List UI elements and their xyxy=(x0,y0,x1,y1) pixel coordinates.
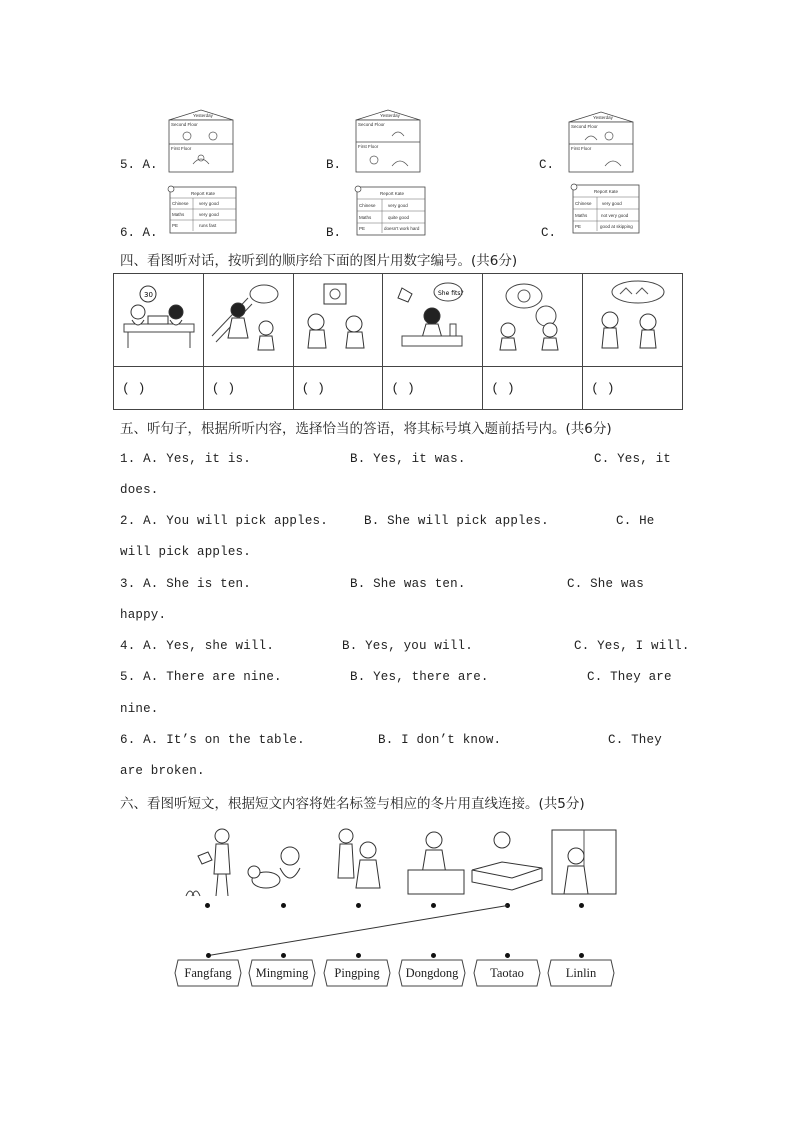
name-dot-2[interactable] xyxy=(281,953,286,958)
card-b-row1-subject: Chinese xyxy=(359,203,376,208)
name-tag-taotao[interactable] xyxy=(473,959,541,987)
card-c-row2-subject: Maths xyxy=(575,213,588,218)
s5-item2-a: 2. A. You will pick apples. xyxy=(120,514,328,528)
house-c-bottom-label: First Floor xyxy=(571,146,592,151)
house-a-mid-label: Second Floor xyxy=(171,122,198,127)
name-dot-4[interactable] xyxy=(431,953,436,958)
name-label-dongdong: Dongdong xyxy=(405,966,459,980)
name-dot-3[interactable] xyxy=(356,953,361,958)
q6-number: 6. A. xyxy=(120,226,158,240)
house-a-top-label: Yesterday xyxy=(193,113,213,118)
section5-title: 五、听句子，根据所听内容，选择恰当的答语，将其标号填入题前括号内。(共6分) xyxy=(120,421,612,437)
house-c-mid-label: Second Floor xyxy=(571,124,598,129)
house-b-mid-label: Second Floor xyxy=(358,122,385,127)
q6-option-c-label: C. xyxy=(541,226,557,240)
s5-item3-a: 3. A. She is ten. xyxy=(120,577,251,591)
name-label-mingming: Mingming xyxy=(255,966,309,980)
s5-item4-c: C. Yes, I will. xyxy=(574,639,690,653)
card-a-row3-grade: runs fast xyxy=(199,223,217,228)
card-b-row3-subject: PE xyxy=(359,226,366,231)
q5-option-b-label: B. xyxy=(326,158,342,172)
section4-title: 四、看图听对话，按听到的顺序给下面的图片用数字编号。(共6分) xyxy=(120,253,518,269)
house-c-top-label: Yesterday xyxy=(593,115,613,120)
s5-item2-c: C. He xyxy=(616,514,655,528)
name-tag-mingming[interactable] xyxy=(248,959,316,987)
name-tag-fangfang[interactable] xyxy=(174,959,242,987)
name-tag-pingping[interactable] xyxy=(323,959,391,987)
house-a-bottom-label: First Floor xyxy=(171,146,192,151)
section6-title: 六、看图听短文，根据短文内容将姓名标签与相应的冬片用直线连接。(共5分) xyxy=(120,796,585,812)
card-b-row2-grade: quite good xyxy=(388,215,410,220)
card-c-title: Report Kate xyxy=(594,189,619,194)
section4-answer-6[interactable]: ( ) xyxy=(583,367,683,410)
card-c-row3-grade: good at skipping xyxy=(600,224,633,229)
card-c-row2-grade: not very good xyxy=(601,213,629,218)
s5-item1-c: C. Yes, it xyxy=(594,452,672,466)
name-label-taotao: Taotao xyxy=(490,966,524,980)
card-a-row2-grade: very good xyxy=(199,212,219,217)
s5-item3-wrap: happy. xyxy=(120,608,167,622)
card-b-title: Report Kate xyxy=(380,191,405,196)
name-label-fangfang: Fangfang xyxy=(184,966,232,980)
card-b-row3-grade: doesn't work hard xyxy=(384,226,420,231)
s5-item6-b: B. I don’t know. xyxy=(378,733,502,747)
s5-item5-b: B. Yes, there are. xyxy=(350,670,489,684)
card-c-row3-subject: PE xyxy=(575,224,582,229)
s5-item3-b: B. She was ten. xyxy=(350,577,466,591)
svg-text:30: 30 xyxy=(144,291,154,299)
house-b-bottom-label: First Floor xyxy=(358,144,379,149)
section4-answer-2[interactable]: ( ) xyxy=(203,367,293,410)
s5-item5-c: C. They are xyxy=(587,670,672,684)
name-label-pingping: Pingping xyxy=(334,966,380,980)
s5-item6-wrap: are broken. xyxy=(120,764,205,778)
section4-answer-4[interactable]: ( ) xyxy=(383,367,483,410)
q5-number: 5. A. xyxy=(120,158,158,172)
card-a-title: Report Kate xyxy=(191,191,216,196)
s5-item6-c: C. They xyxy=(608,733,662,747)
card-b-row2-subject: Maths xyxy=(359,215,372,220)
s5-item1-wrap: does. xyxy=(120,483,159,497)
s5-item6-a: 6. A. It’s on the table. xyxy=(120,733,305,747)
s5-item4-a: 4. A. Yes, she will. xyxy=(120,639,275,653)
card-b-row1-grade: very good xyxy=(388,203,408,208)
q6-option-b-label: B. xyxy=(326,226,342,240)
name-tag-dongdong[interactable] xyxy=(398,959,466,987)
s5-item1-a: 1. A. Yes, it is. xyxy=(120,452,251,466)
section4-answer-3[interactable]: ( ) xyxy=(293,367,383,410)
s5-item5-wrap: nine. xyxy=(120,702,159,716)
s5-item2-wrap: will pick apples. xyxy=(120,545,251,559)
s5-item2-b: B. She will pick apples. xyxy=(364,514,549,528)
card-a-row1-subject: Chinese xyxy=(172,201,189,206)
name-dot-6[interactable] xyxy=(579,953,584,958)
s5-item5-a: 5. A. There are nine. xyxy=(120,670,282,684)
picture4-bubble-text: She fits? xyxy=(437,290,464,297)
name-dot-5[interactable] xyxy=(505,953,510,958)
card-a-row3-subject: PE xyxy=(172,223,179,228)
card-c-row1-subject: Chinese xyxy=(575,201,592,206)
q5-option-c-label: C. xyxy=(539,158,555,172)
house-b-top-label: Yesterday xyxy=(380,113,400,118)
name-label-linlin: Linlin xyxy=(565,966,597,980)
card-a-row1-grade: very good xyxy=(199,201,219,206)
s5-item1-b: B. Yes, it was. xyxy=(350,452,466,466)
card-c-row1-grade: very good xyxy=(602,201,622,206)
s5-item4-b: B. Yes, you will. xyxy=(342,639,473,653)
name-tag-linlin[interactable] xyxy=(547,959,615,987)
name-dot-1[interactable] xyxy=(206,953,211,958)
section4-answer-5[interactable]: ( ) xyxy=(483,367,583,410)
section4-answer-1[interactable]: ( ) xyxy=(114,367,204,410)
card-a-row2-subject: Maths xyxy=(172,212,185,217)
s5-item3-c: C. She was xyxy=(567,577,645,591)
